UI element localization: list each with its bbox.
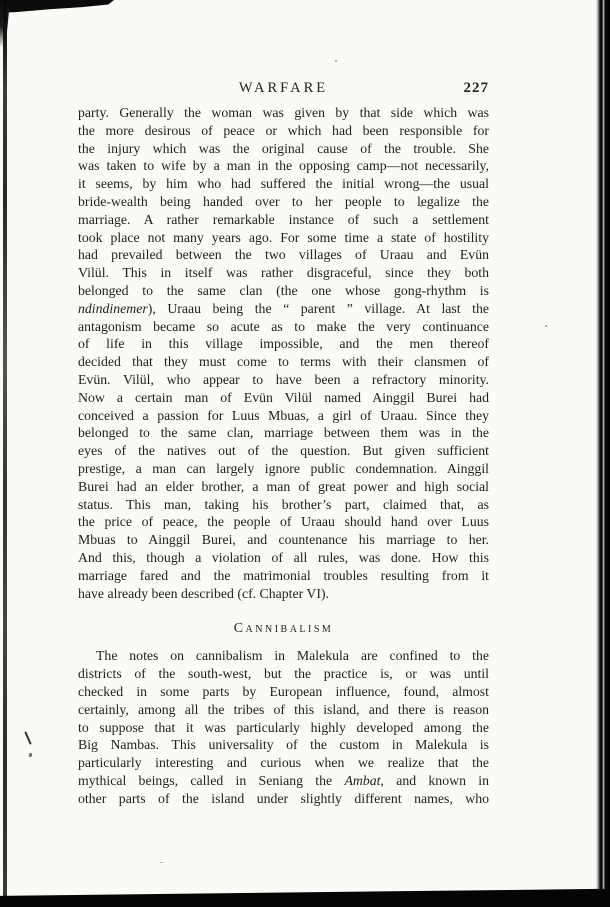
- text-line: status. This man, taking his brother’s part, claimed that, as: [78, 496, 489, 512]
- text-line: districts of the south-west, but the practice is, or was until: [78, 666, 489, 682]
- scan-gutter-left-edge: [3, 0, 7, 896]
- scan-stray-mark-dot: [28, 753, 32, 758]
- text-line: Evün. Vilül, who appear to have been a refractory minority.: [78, 371, 489, 387]
- text-line: The notes on cannibalism in Malekula are confined to the: [96, 648, 489, 664]
- scan-page-right-edge: [596, 0, 610, 907]
- text-line: Now a certain man of Evün Vilül named Ainggil Burei had: [78, 389, 489, 405]
- text-line: to suppose that it was particularly highly developed among the: [78, 719, 489, 735]
- text-line: marriage. A rather remarkable instance of such a settlement: [78, 211, 489, 227]
- text-line: the injury which was the original cause of the trouble. She: [78, 140, 489, 156]
- text-line: certainly, among all the tribes of this island, and there is reason: [78, 701, 489, 717]
- text-line: And this, though a violation of all rules, was done. How this: [78, 549, 489, 565]
- paragraph-cannibalism-notes: [78, 647, 489, 807]
- page-number: 227: [463, 80, 489, 96]
- scan-artifact-top-left-corner: [0, 0, 114, 13]
- running-header-title: WARFARE: [238, 80, 329, 96]
- scan-speck: [335, 60, 337, 62]
- text-line: was taken to wife by a man in the opposing camp—not necessarily,: [78, 158, 489, 174]
- page-content: [78, 80, 489, 807]
- text-line: marriage fared and the matrimonial troubles resulting from it: [78, 567, 489, 583]
- text-line: took place not many years ago. For some time a state of hostility: [78, 229, 489, 245]
- text-line: of life in this village impossible, and the men thereof: [78, 336, 489, 352]
- text-line: the more desirous of peace or which had been responsible for: [78, 122, 489, 138]
- text-line: belonged to the same clan (the one whose gong-rhythm is: [78, 282, 489, 298]
- text-line: ndindinemer), Uraau being the “ parent ” village. At last the: [78, 300, 489, 316]
- paragraph-warfare-settlement: [78, 104, 489, 602]
- text-line: Burei had an elder brother, a man of great power and high social: [78, 478, 489, 494]
- page-header: [78, 80, 489, 104]
- text-line: particularly interesting and curious when we realize that the: [78, 755, 489, 771]
- text-line: checked in some parts by European influence, found, almost: [78, 683, 489, 699]
- text-line: conceived a passion for Luus Mbuas, a girl of Uraau. Since they: [78, 407, 489, 423]
- text-line: eyes of the natives out of the question. But given sufficient: [78, 443, 489, 459]
- text-line: had prevailed between the two villages of Uraau and Evün: [78, 247, 489, 263]
- scan-page-bottom-edge: [0, 881, 610, 907]
- text-line: it seems, by him who had suffered the initial wrong—the usual: [78, 176, 489, 192]
- text-line: belonged to the same clan, marriage between them was in the: [78, 425, 489, 441]
- section-heading-cannibalism: Cannibalism: [233, 621, 334, 637]
- text-line: have already been described (cf. Chapter VI).: [78, 585, 330, 601]
- text-line: bride-wealth being handed over to her people to legalize the: [78, 193, 489, 209]
- text-line: other parts of the island under slightly different names, who: [78, 790, 489, 806]
- text-line: antagonism became so acute as to make the very continuance: [78, 318, 489, 334]
- text-line: Big Nambas. This universality of the custom in Malekula is: [78, 737, 489, 753]
- scan-stray-mark-slash: [24, 731, 32, 745]
- text-line: Mbuas to Ainggil Burei, and countenance his marriage to her.: [78, 532, 489, 548]
- scan-speck: [160, 862, 163, 863]
- scan-speck: [545, 325, 547, 327]
- text-line: Vilül. This in itself was rather disgraceful, since they both: [78, 265, 489, 281]
- text-line: the price of peace, the people of Uraau should hand over Luus: [78, 514, 489, 530]
- text-line: prestige, a man can largely ignore public condemnation. Ainggil: [78, 460, 489, 476]
- text-line: mythical beings, called in Seniang the Ambat, and known in: [78, 772, 489, 788]
- text-line: decided that they must come to terms with their clansmen of: [78, 354, 489, 370]
- text-line: party. Generally the woman was given by that side which was: [78, 105, 489, 120]
